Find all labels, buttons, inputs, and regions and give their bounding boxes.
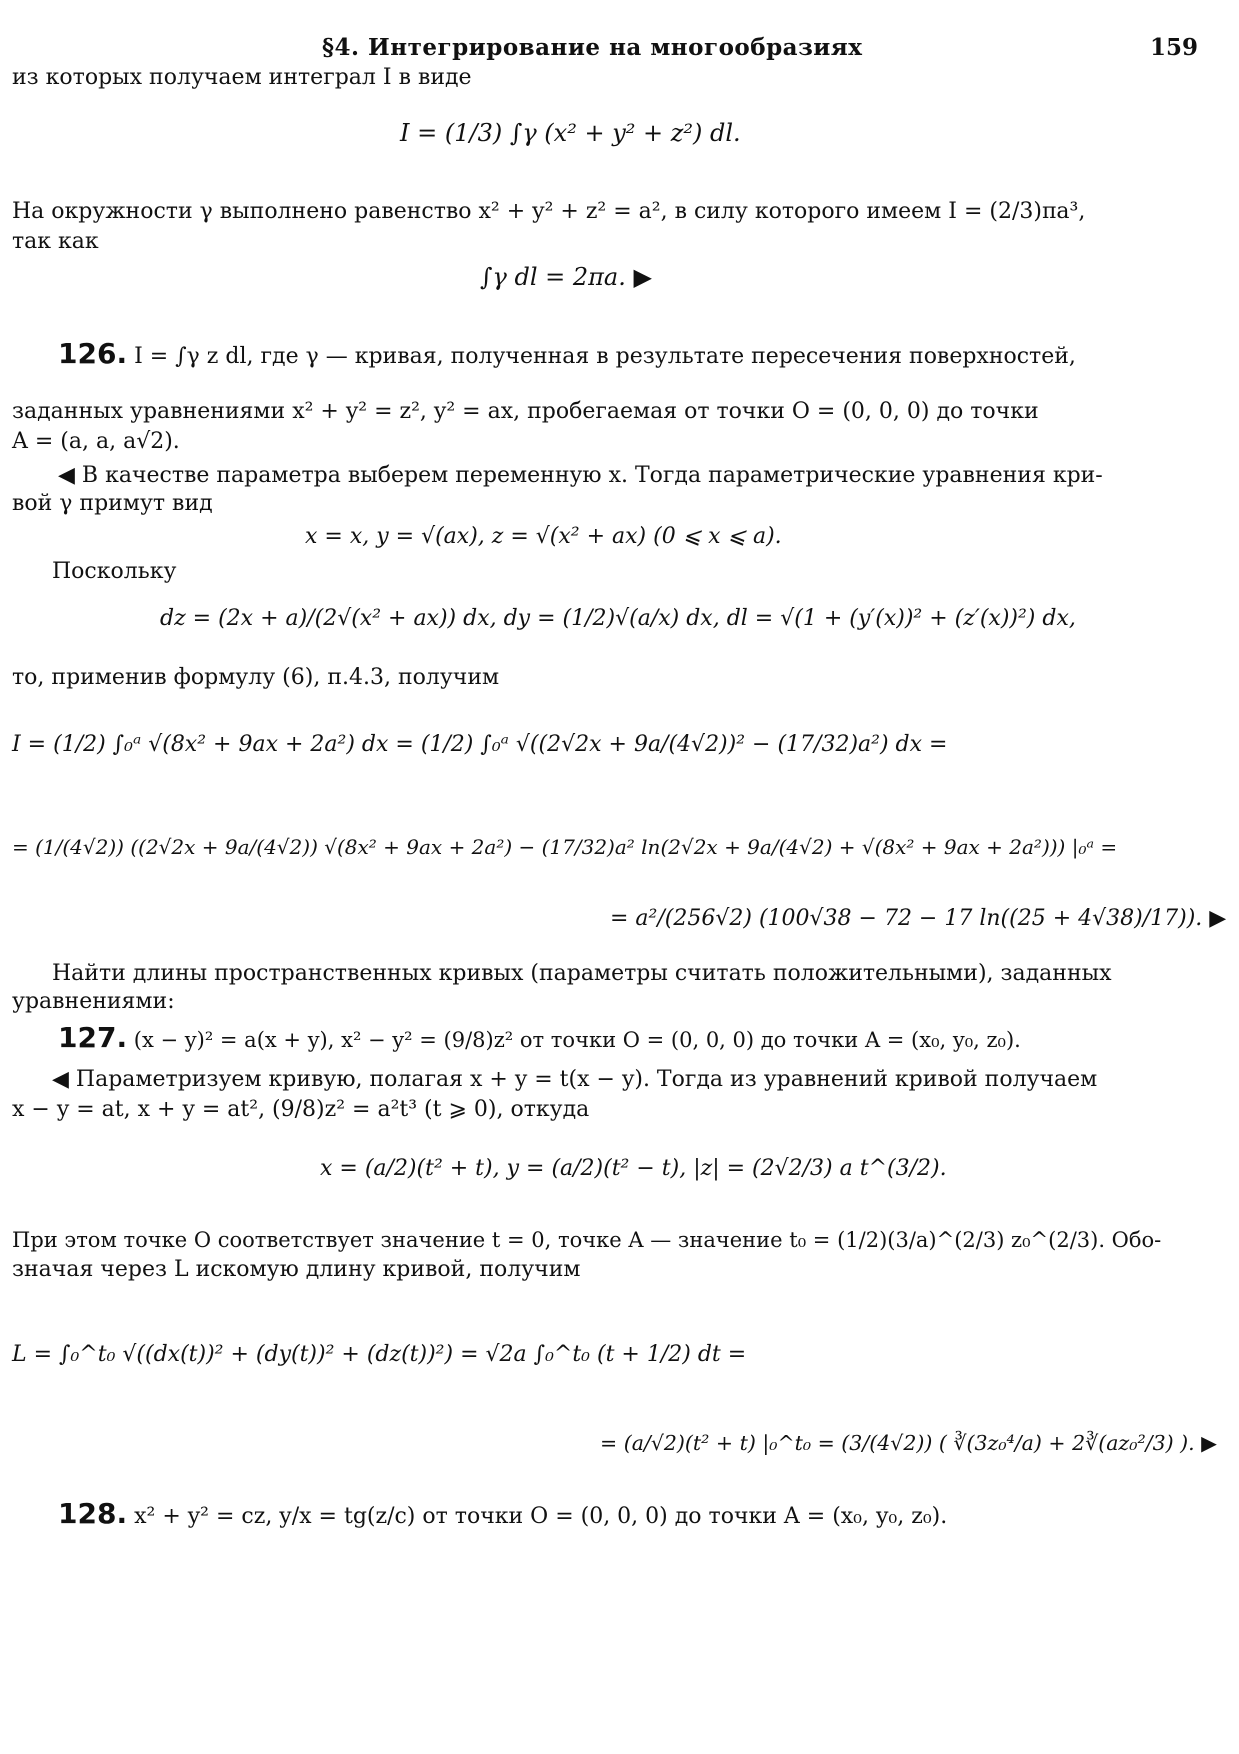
text-line: вой γ примут вид <box>12 491 213 516</box>
text-line: ◀ В качестве параметра выберем переменную x. Тогда параметрические уравнения кри- <box>58 463 1103 488</box>
problem-number: 128. <box>58 1497 128 1530</box>
text-line: Найти длины пространственных кривых (параметры считать положительными), заданных <box>52 961 1112 986</box>
problem-statement: x² + y² = cz, y/x = tg(z/c) от точки O = (0, 0, 0) до точки A = (x₀, y₀, z₀). <box>134 1504 948 1529</box>
text-line: так как <box>12 229 99 254</box>
equation: = (a/√2)(t² + t) |₀^t₀ = (3/(4√2)) ( ∛(3z₀⁴/a) + 2∛(az₀²/3) ). ▶ <box>600 1431 1217 1455</box>
problem-127 <box>58 1021 1021 1054</box>
text-line: x − y = at, x + y = at², (9/8)z² = a²t³ (t ⩾ 0), откуда <box>12 1097 590 1122</box>
equation: ∫γ dl = 2πa. ▶ <box>480 263 652 291</box>
equation: = (1/(4√2)) ((2√2x + 9a/(4√2)) √(8x² + 9ax + 2a²) − (17/32)a² ln(2√2x + 9a/(4√2) + √(8x² + 9ax + 2a²))) |₀ᵃ = <box>12 835 1118 859</box>
problem-number: 127. <box>58 1021 128 1054</box>
section-title: §4. Интегрирование на многообразиях <box>322 34 863 61</box>
text-line: уравнениями: <box>12 989 175 1014</box>
text-line: При этом точке O соответствует значение t = 0, точке A — значение t₀ = (1/2)(3/a)^(2/3) z₀^(2/3). Обо- <box>12 1228 1162 1252</box>
text-line: A = (a, a, a√2). <box>12 429 180 454</box>
equation: x = x, y = √(ax), z = √(x² + ax) (0 ⩽ x ⩽ a). <box>305 524 782 549</box>
problem-128 <box>58 1497 948 1531</box>
equation: = a²/(256√2) (100√38 − 72 − 17 ln((25 + 4√38)/17)). ▶ <box>610 906 1227 931</box>
problem-number: 126. <box>58 337 128 370</box>
text-line: На окружности γ выполнено равенство x² + y² + z² = a², в силу которого имеем I = (2/3)πa³, <box>12 199 1086 224</box>
text-line: то, применив формулу (6), п.4.3, получим <box>12 665 500 690</box>
problem-126 <box>58 337 1076 371</box>
equation: dz = (2x + a)/(2√(x² + ax)) dx, dy = (1/2)√(a/x) dx, dl = √(1 + (y′(x))² + (z′(x))²) dx, <box>160 606 1076 631</box>
equation: L = ∫₀^t₀ √((dx(t))² + (dy(t))² + (dz(t))²) = √2a ∫₀^t₀ (t + 1/2) dt = <box>12 1342 747 1367</box>
text-line: из которых получаем интеграл I в виде <box>12 65 472 90</box>
text-line: заданных уравнениями x² + y² = z², y² = ax, пробегаемая от точки O = (0, 0, 0) до точки <box>12 399 1039 424</box>
equation: I = (1/3) ∫γ (x² + y² + z²) dl. <box>400 119 741 147</box>
running-header <box>0 34 1239 68</box>
problem-statement: I = ∫γ z dl, где γ — кривая, полученная в результате пересечения поверхностей, <box>134 344 1076 369</box>
text-line: ◀ Параметризуем кривую, полагая x + y = t(x − y). Тогда из уравнений кривой получаем <box>52 1067 1098 1092</box>
page-number: 159 <box>1150 34 1199 61</box>
equation: I = (1/2) ∫₀ᵃ √(8x² + 9ax + 2a²) dx = (1/2) ∫₀ᵃ √((2√2x + 9a/(4√2))² − (17/32)a²) dx = <box>12 732 948 757</box>
text-line: значая через L искомую длину кривой, получим <box>12 1257 581 1282</box>
text-line: Поскольку <box>52 559 177 584</box>
equation: x = (a/2)(t² + t), y = (a/2)(t² − t), |z| = (2√2/3) a t^(3/2). <box>320 1156 947 1181</box>
problem-statement: (x − y)² = a(x + y), x² − y² = (9/8)z² от точки O = (0, 0, 0) до точки A = (x₀, y₀, z₀). <box>133 1028 1021 1052</box>
